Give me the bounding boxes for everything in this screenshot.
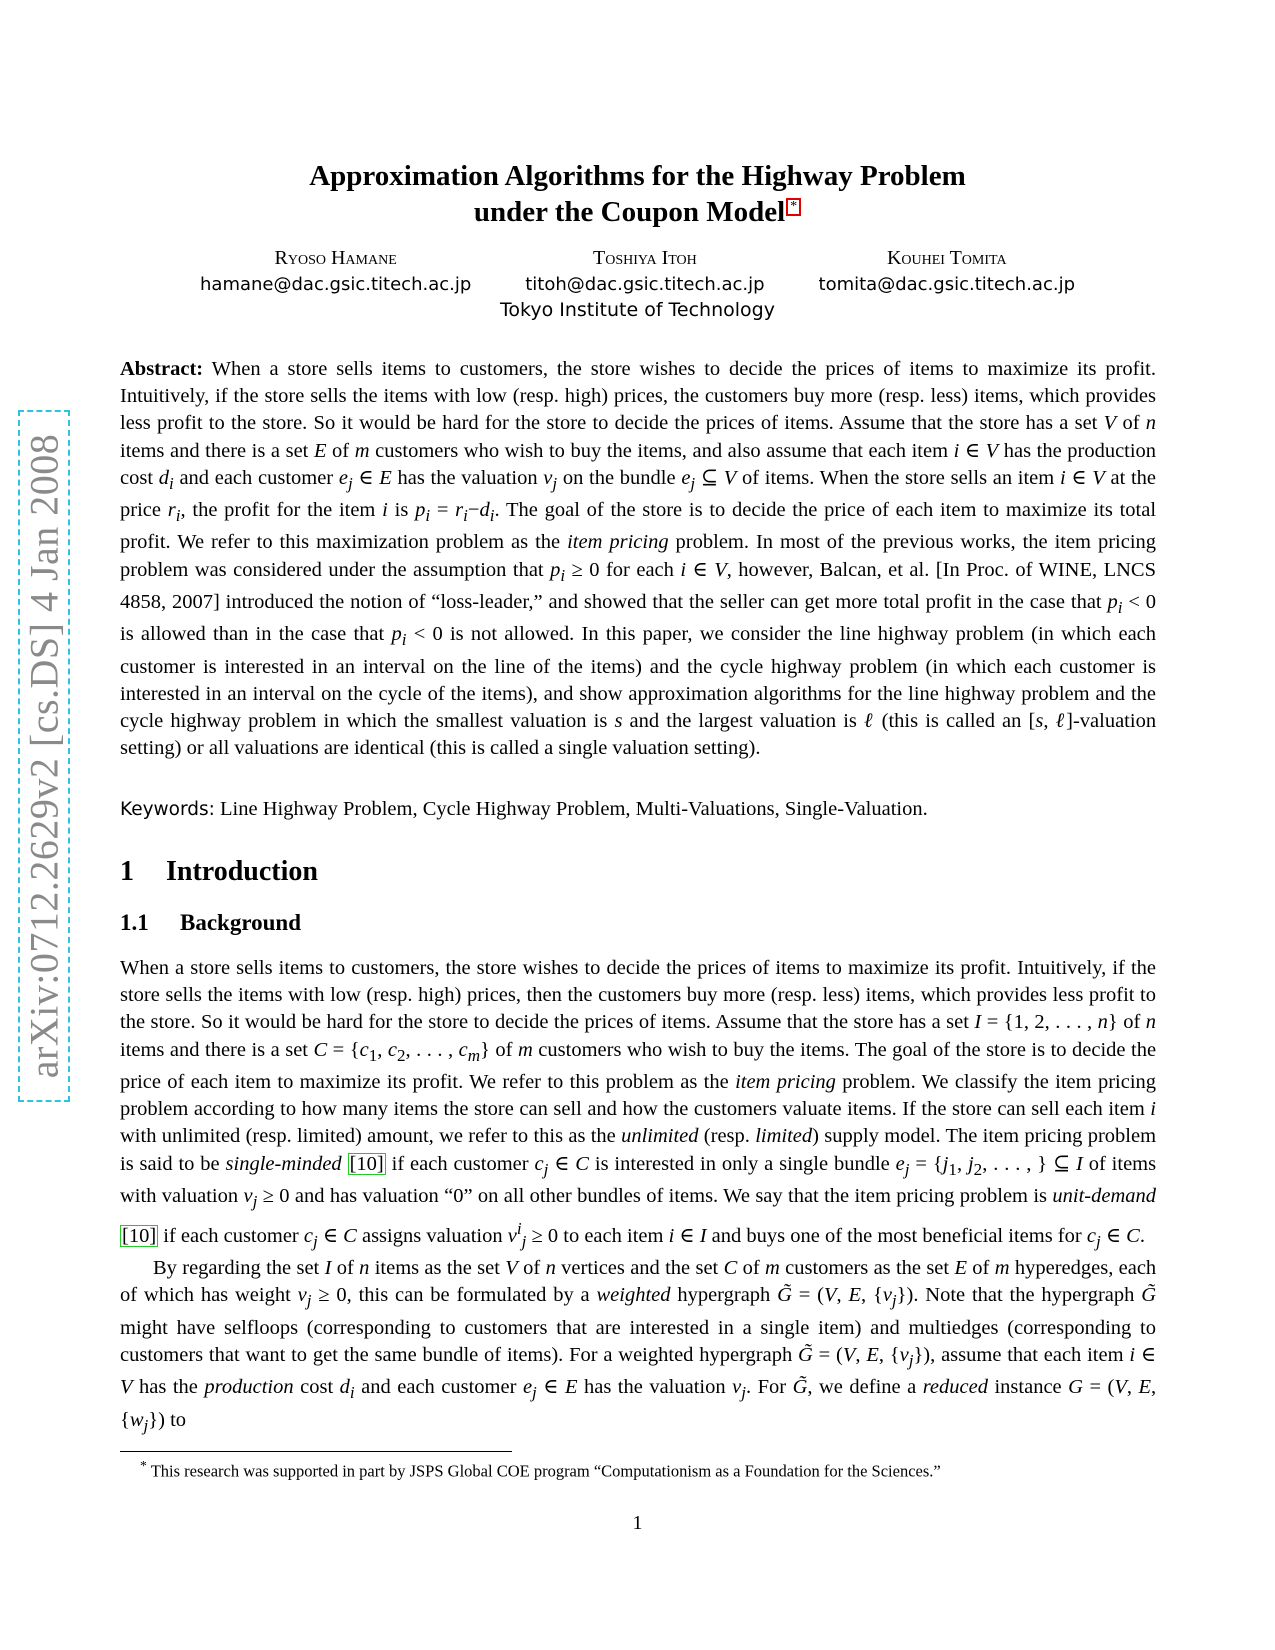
page-number: 1 (632, 1512, 643, 1534)
title-line-2: under the Coupon Model (473, 196, 786, 228)
author-email: tomita@dac.gsic.titech.ac.jp (818, 274, 1075, 295)
author-block (819, 244, 1075, 298)
title-line-1: Approximation Algorithms for the Highway Problem (309, 160, 966, 192)
abstract: Abstract: When a store sells items to customers, the store wishes to decide the prices of items to maximize its profit. Intuitively, if the store sells the items with low (resp. high) prices, the customers buy more (resp. less) items, which provides less profit to the store. So it would be hard for the store to decide the prices of items. Assume that the store has a set V of n items and there is a set E of m customers who wish to buy the items, and also assume that each item i ∈ V has the production cost $d_i$ and each customer $e_j$ ∈ E has the valuation $v_j$ on the bundle $e_j$ ⊆ V of items. When the store sells an item i ∈ V at the price $r_i$, the profit for the item i is $p_i = r_i-d_i$. The goal of the store is to decide the price of each item to maximize its total profit. We refer to this maximization problem as the item pricing problem. In most of the previous works, the item pricing problem was considered under the assumption that $p_i \ge 0$ for each i ∈ V, however, Balcan, et al. [In Proc. of WINE, LNCS 4858, 2007] introduced the notion of “loss-leader,” and showed that the seller can get more total profit in the case that $p_i < 0$ is allowed than in the case that $p_i < 0$ is not allowed. In this paper, we consider the line highway problem (in which each customer is interested in an interval on the line of the items) and the cycle highway problem (in which each customer is interested in an interval on the cycle of the items), and show approximation algorithms for the line highway problem and the cycle highway problem in which the smallest valuation is s and the largest valuation is ℓ (this is called an [s, ℓ]-valuation setting) or all valuations are identical (this is called a single valuation setting). (120, 358, 1157, 760)
author-name: Ryoso Hamane (274, 247, 397, 269)
author-name: Toshiya Itoh (593, 247, 697, 269)
arxiv-identifier: arXiv:0712.2629v2 [cs.DS] 4 Jan 2008 (21, 433, 67, 1079)
body-text (120, 955, 1156, 1439)
author-email: hamane@dac.gsic.titech.ac.jp (200, 274, 472, 295)
paper-title (0, 158, 1275, 230)
paragraph: By regarding the set I of n items as the set V of n vertices and the set C of m customers as the set E of m hyperedges, each of which has weight $v_j \ge 0$, this can be formulated by a weighted hypergraph G̃ = (V, E, $\{v_j\}$). Note that the hypergraph G̃ might have selfloops (corresponding to customers that are interested in a single item) and multiedges (corresponding to customers that want to get the same bundle of items). For a weighted hypergraph G̃ = (V, E, $\{v_j\}$), assume that each item i ∈ V has the production cost $d_i$ and each customer $e_j$ ∈ E has the valuation $v_j$. For G̃, we define a reduced instance G = (V, E, $\{w_j\}$) to (120, 1257, 1157, 1435)
affiliation: Tokyo Institute of Technology (500, 299, 775, 321)
paragraph: When a store sells items to customers, the store wishes to decide the prices of items to maximize its profit. Intuitively, if the store sells the items with low (resp. high) prices, then the customers buy more (resp. less) items, which provides less profit to the store. So it would be hard for the store to decide the prices of items. Assume that the store has a set I = {1, 2, . . . , n} of n items and there is a set $C = \{c_1$, $c_2$, . . . , $c_m$} of m customers who wish to buy the items. The goal of the store is to decide the price of each item to maximize its profit. We refer to this problem as the item pricing problem. We classify the item pricing problem according to how many items the store can sell and how the customers valuate items. If the store can sell each item i with unlimited (resp. limited) amount, we refer to this as the unlimited (resp. limited) supply model. The item pricing problem is said to be single-minded [10] if each customer $c_j$ ∈ C is interested in only a single bundle $e_j = \{j_1$, $j_2$, . . . , } ⊆ I of items with valuation $v_j \ge 0$ and has valuation “0” on all other bundles of items. We say that the item pricing problem is unit-demand [10] if each customer $c_j$ ∈ C assigns valuation $v^i_j \ge 0$ to each item i ∈ I and buys one of the most beneficial items for $c_j$ ∈ C. (120, 957, 1157, 1252)
citation-link[interactable]: [10] (122, 1224, 157, 1247)
abstract-label: Abstract: (120, 358, 204, 380)
footnote: * This research was supported in part by JSPS Global COE program “Computationism as a Foundation for the Sciences.” (140, 1458, 941, 1481)
subsection-heading: 1.1 Background (120, 910, 302, 935)
keywords-text: Line Highway Problem, Cycle Highway Problem, Multi-Valuations, Single-Valuation. (220, 798, 928, 820)
section-heading: 1 Introduction (120, 856, 318, 887)
author-list (200, 244, 1075, 298)
author-email: titoh@dac.gsic.titech.ac.jp (525, 274, 765, 295)
keywords (120, 796, 1156, 823)
citation-link[interactable]: [10] (349, 1152, 384, 1175)
keywords-label: Keywords: (120, 799, 215, 820)
author-block (525, 244, 764, 298)
title-footnote-link[interactable]: * (786, 198, 801, 216)
author-block (200, 244, 471, 298)
arxiv-side-stamp (18, 410, 70, 1102)
author-name: Kouhei Tomita (886, 247, 1007, 269)
footnote-rule (120, 1451, 512, 1452)
